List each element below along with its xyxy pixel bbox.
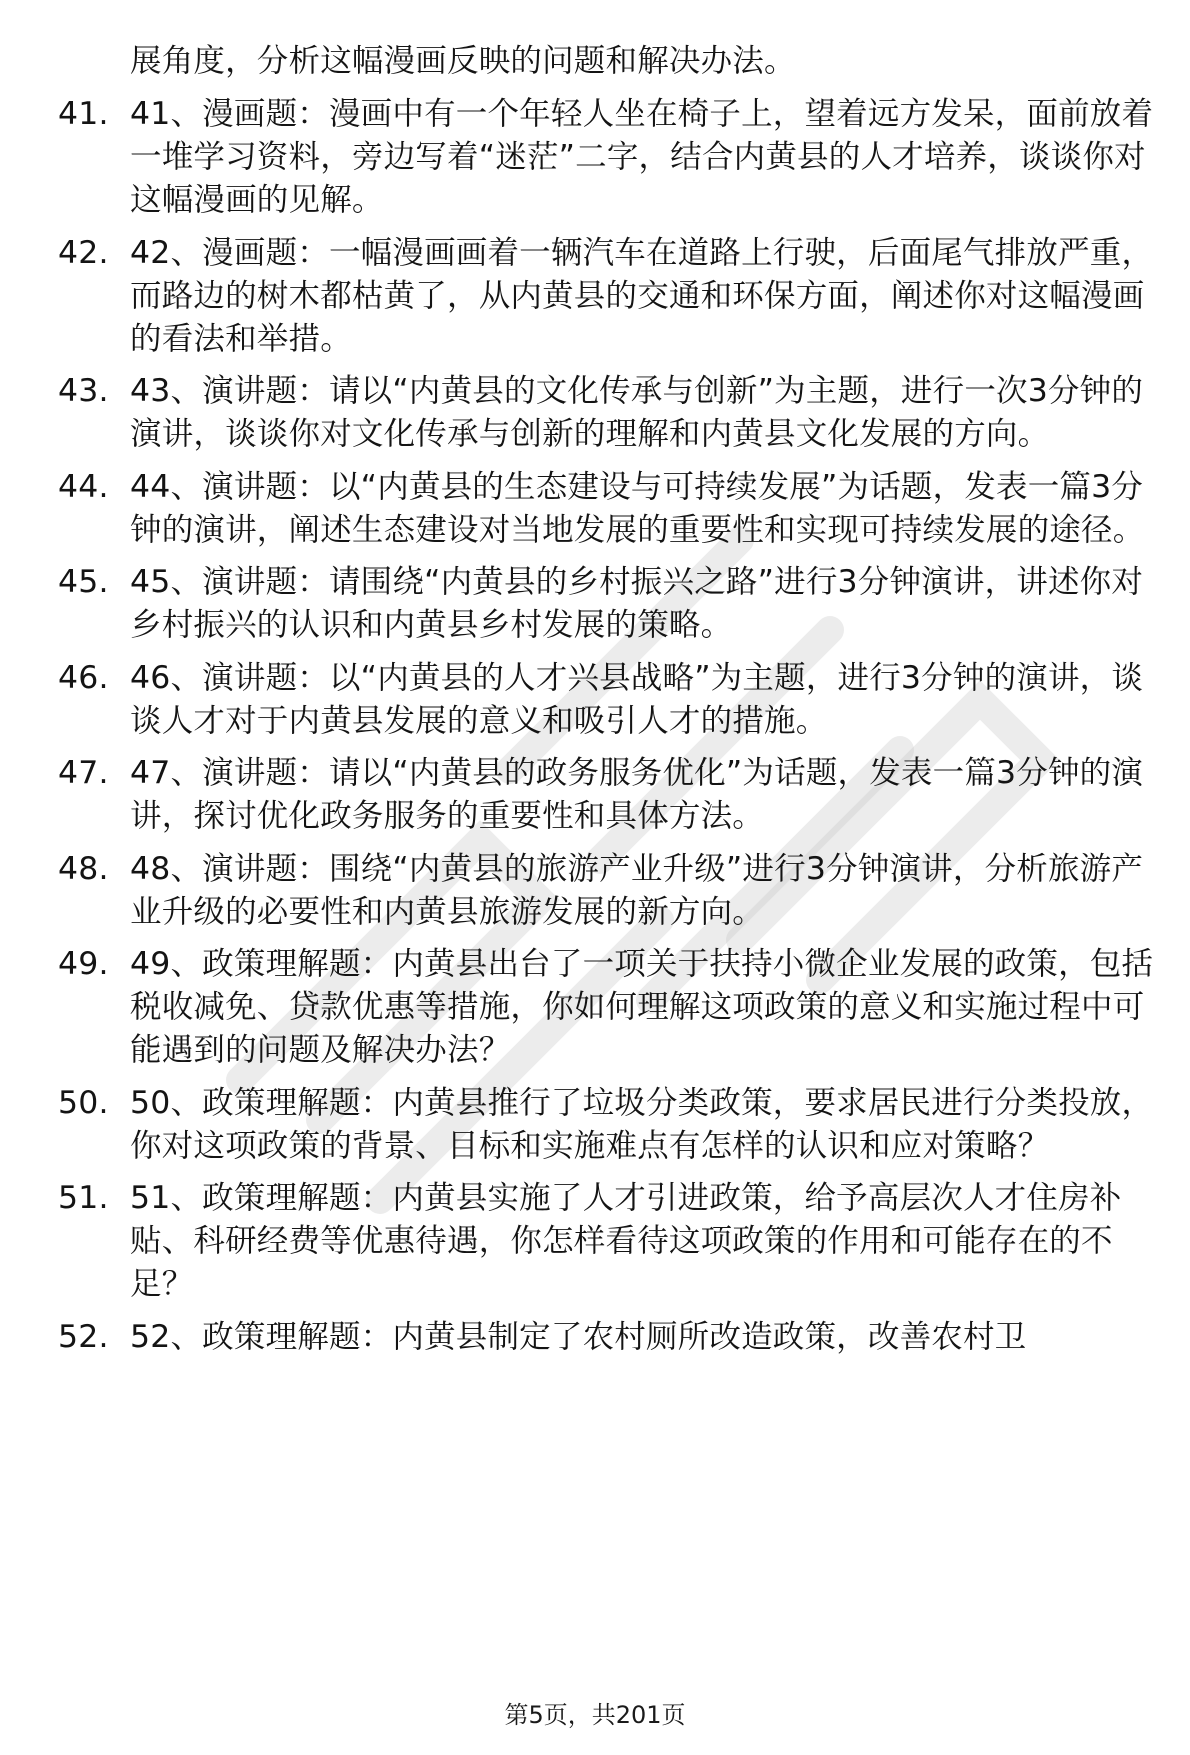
list-item: [0, 1316, 1160, 1359]
item-text: 49、政策理解题：内黄县出台了一项关于扶持小微企业发展的政策，包括税收减免、贷款优惠等措施，你如何理解这项政策的意义和实施过程中可能遇到的问题及解决办法？: [130, 946, 1154, 1068]
item-text: 46、演讲题：以“内黄县的人才兴县战略”为主题，进行3分钟的演讲，谈谈人才对于内黄县发展的意义和吸引人才的措施。: [130, 659, 1144, 739]
list-item: [0, 943, 1160, 1072]
list-item: [0, 1082, 1160, 1168]
question-list: [0, 40, 1190, 1368]
list-item: [0, 370, 1160, 456]
list-item: [0, 466, 1160, 552]
list-item: [0, 93, 1160, 222]
item-text: 43、演讲题：请以“内黄县的文化传承与创新”为主题，进行一次3分钟的演讲，谈谈你对文化传承与创新的理解和内黄县文化发展的方向。: [130, 373, 1144, 452]
item-text: 41、漫画题：漫画中有一个年轻人坐在椅子上，望着远方发呆，面前放着一堆学习资料，旁边写着“迷茫”二字，结合内黄县的人才培养，谈谈你对这幅漫画的见解。: [130, 96, 1154, 218]
list-item: [0, 1177, 1160, 1306]
item-text: 45、演讲题：请围绕“内黄县的乡村振兴之路”进行3分钟演讲，讲述你对乡村振兴的认识和内黄县乡村发展的策略。: [130, 564, 1144, 643]
item-text: 42、漫画题：一幅漫画画着一辆汽车在道路上行驶，后面尾气排放严重，而路边的树木都枯黄了，从内黄县的交通和环保方面，阐述你对这幅漫画的看法和举措。: [130, 234, 1154, 357]
list-item: [0, 561, 1160, 647]
list-item: [0, 752, 1160, 838]
list-item: [0, 232, 1160, 361]
item-number: 44.: [58, 468, 109, 505]
continuation-text: 展角度，分析这幅漫画反映的问题和解决办法。: [130, 43, 796, 79]
item-text: 44、演讲题：以“内黄县的生态建设与可持续发展”为话题，发表一篇3分钟的演讲，阐述生态建设对当地发展的重要性和实现可持续发展的途径。: [130, 468, 1145, 548]
item-number: 46.: [58, 659, 109, 696]
item-number: 48.: [58, 850, 109, 887]
item-text: 52、政策理解题：内黄县制定了农村厕所改造政策，改善农村卫: [130, 1318, 1027, 1355]
item-text: 47、演讲题：请以“内黄县的政务服务优化”为话题，发表一篇3分钟的演讲，探讨优化政务服务的重要性和具体方法。: [130, 755, 1144, 834]
item-number: 42.: [58, 234, 109, 271]
item-number: 41.: [58, 96, 109, 132]
list-item: [0, 848, 1160, 934]
item-text: 50、政策理解题：内黄县推行了垃圾分类政策，要求居民进行分类投放，你对这项政策的背景、目标和实施难点有怎样的认识和应对策略？: [130, 1084, 1154, 1164]
item-number: 52.: [58, 1318, 109, 1355]
item-number: 50.: [58, 1084, 109, 1121]
item-text: 48、演讲题：围绕“内黄县的旅游产业升级”进行3分钟演讲，分析旅游产业升级的必要性和内黄县旅游发展的新方向。: [130, 850, 1144, 930]
item-number: 51.: [58, 1180, 109, 1216]
item-text: 51、政策理解题：内黄县实施了人才引进政策，给予高层次人才住房补贴、科研经费等优惠待遇，你怎样看待这项政策的作用和可能存在的不足？: [130, 1180, 1122, 1302]
page-number-footer: 第5页，共201页: [504, 1701, 686, 1729]
item-number: 43.: [58, 373, 109, 409]
item-number: 45.: [58, 564, 109, 600]
item-number: 47.: [58, 755, 109, 791]
list-item: [0, 657, 1160, 743]
item-number: 49.: [58, 946, 109, 982]
